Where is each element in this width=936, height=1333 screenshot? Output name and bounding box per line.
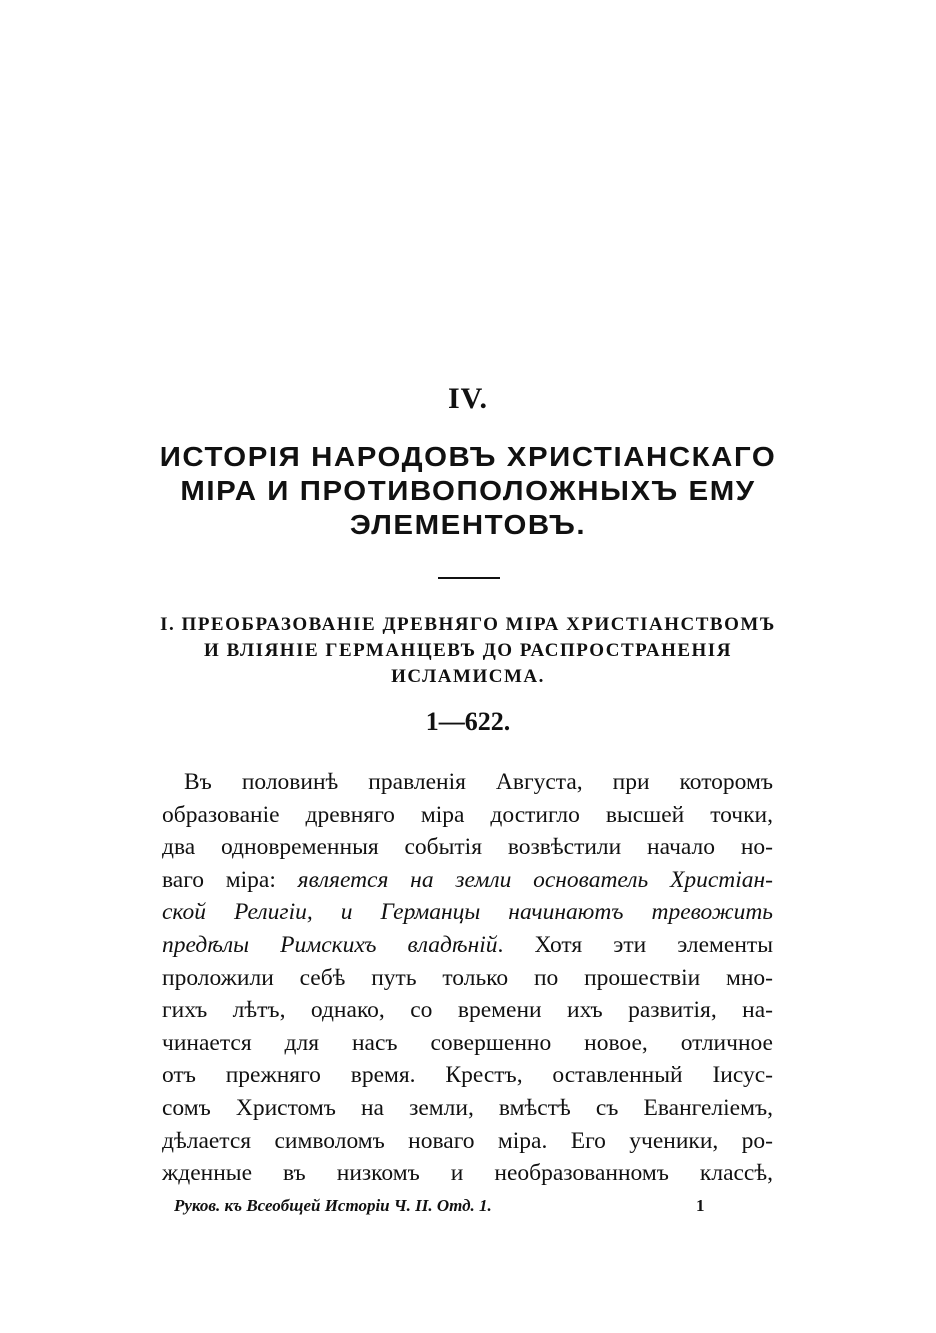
text-line: проложили себѣ путь только по прошествіи мно-	[162, 964, 773, 991]
text-line: сомъ Христомъ на земли, вмѣстѣ съ Евангеліемъ,	[162, 1094, 773, 1121]
part-title-line: ИСТОРІЯ НАРОДОВЪ ХРИСТІАНСКАГО	[159, 441, 777, 472]
part-title	[0, 440, 936, 542]
chapter-title-line: I. ПРЕОБРАЗОВАНІЕ ДРЕВНЯГО МІРА ХРИСТІАНСТВОМЪ	[160, 614, 776, 635]
chapter-title	[0, 612, 936, 690]
page-footer	[174, 1196, 734, 1216]
chapter-title-line: И ВЛІЯНІЕ ГЕРМАНЦЕВЪ ДО РАСПРОСТРАНЕНІЯ	[204, 640, 732, 661]
footer-source: Руков. къ Всеобщей Исторіи Ч. II. Отд. 1.	[174, 1196, 492, 1215]
text-line: образованіе древняго міра достигло высшей точки,	[162, 801, 773, 828]
text-line: дѣлается символомъ новаго міра. Его ученики, ро-	[162, 1127, 773, 1154]
text-line: чинается для насъ совершенно новое, отличное	[162, 1029, 773, 1056]
chapter-dates: 1—622.	[425, 707, 511, 736]
text-line: гихъ лѣтъ, однако, со времени ихъ развитія, на-	[162, 997, 773, 1024]
text-line: Въ половинѣ правленія Августа, при которомъ	[184, 769, 773, 795]
text-line: предѣлы Римскихъ владѣній. Хотя эти элементы	[162, 931, 773, 958]
text-line: жденные въ низкомъ и необразованномъ классѣ,	[162, 1160, 773, 1187]
text-line: ваго міра: является на земли основатель Христіан-	[162, 866, 773, 893]
body-paragraph	[162, 766, 773, 1190]
chapter-title-line: ИСЛАМИСМА.	[391, 666, 545, 687]
text-line: ской Религіи, и Германцы начинаютъ тревожить	[162, 899, 773, 926]
part-title-line: МІРА И ПРОТИВОПОЛОЖНЫХЪ ЕМУ	[180, 475, 756, 506]
text-line: отъ прежняго время. Крестъ, оставленный Іисус-	[162, 1062, 773, 1089]
part-title-line: ЭЛЕМЕНТОВЪ.	[349, 509, 587, 540]
part-number: IV.	[448, 382, 488, 415]
signature-mark: 1	[696, 1196, 705, 1215]
text-line: два одновременныя событія возвѣстили начало но-	[162, 834, 773, 861]
separator-rule	[438, 577, 500, 579]
